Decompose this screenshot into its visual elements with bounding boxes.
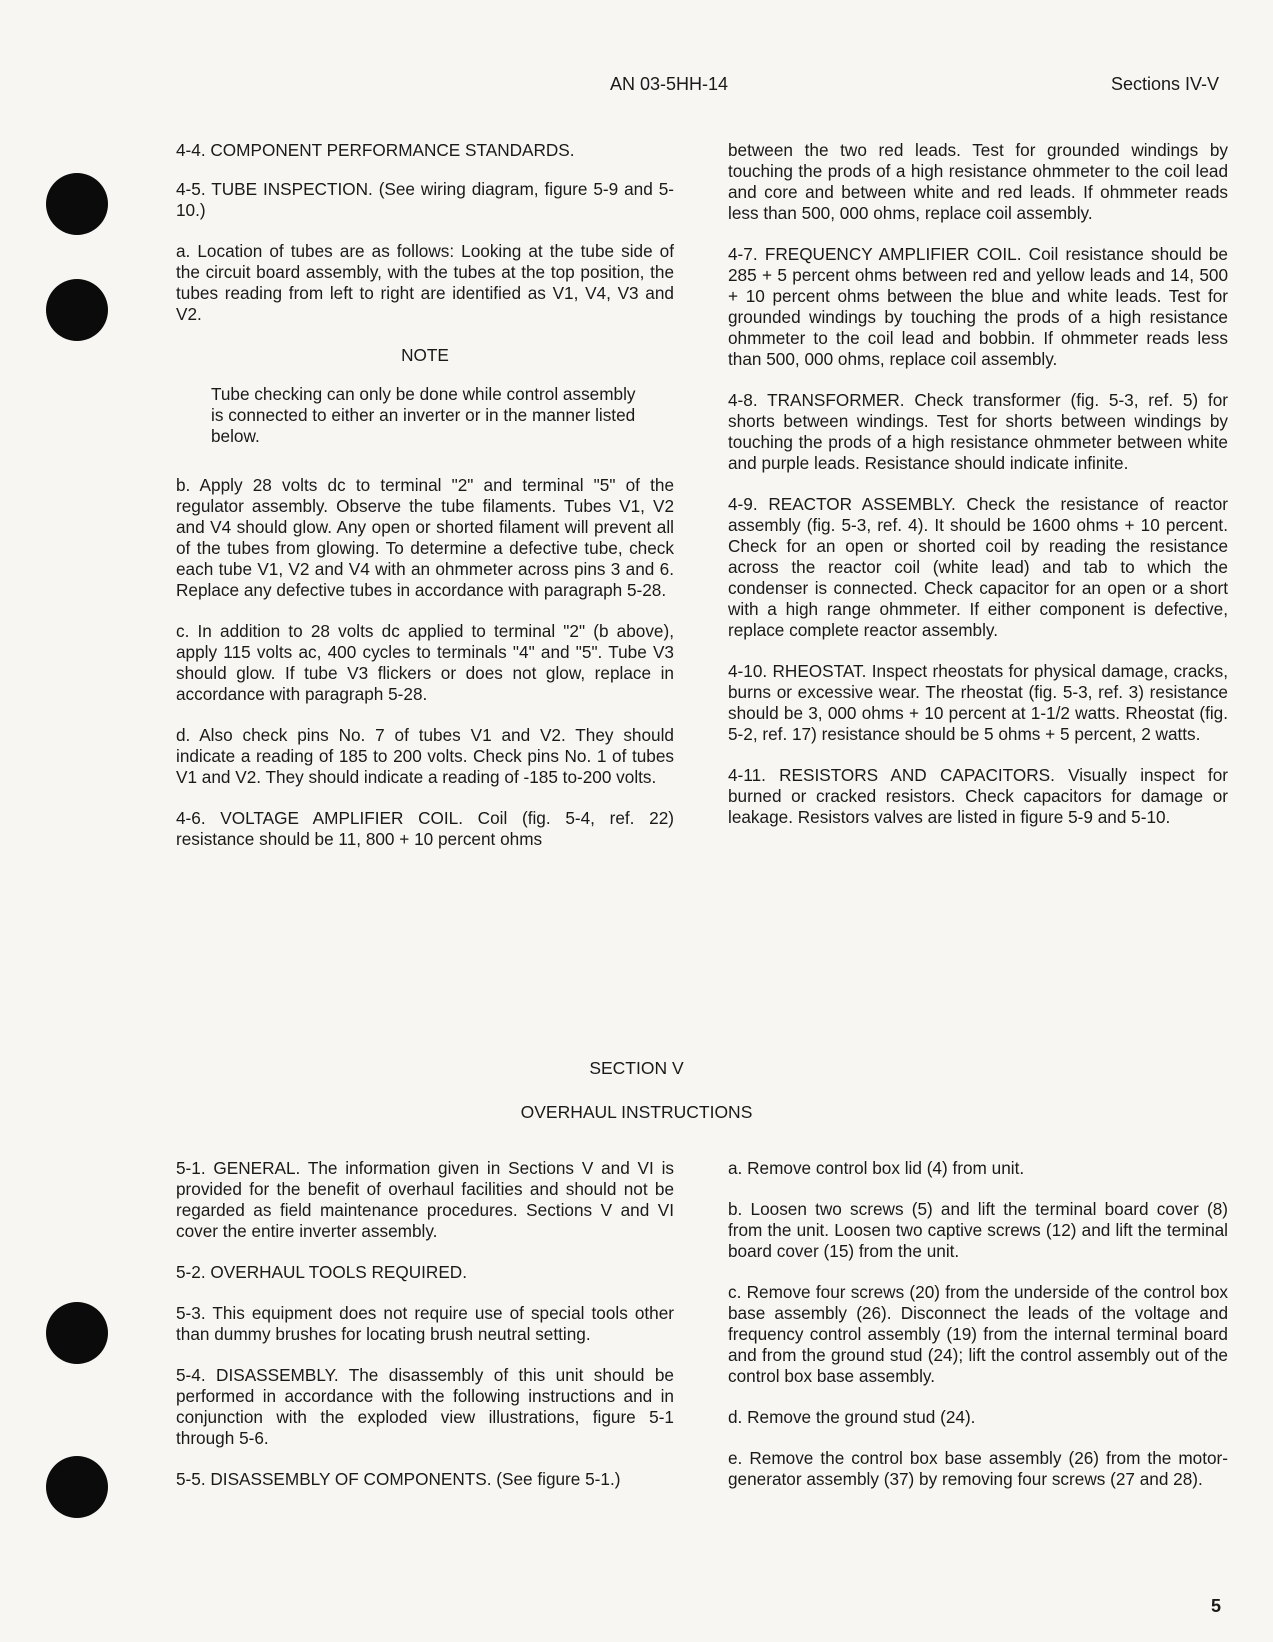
paragraph-4-5-b: b. Apply 28 volts dc to terminal "2" and terminal "5" of the regulator assembly. Observe the tube filaments. Tubes V1, V2 and V4 should glow. Any open or shorted filament will prevent all of the tubes from glowing. To determine a defective tube, check each tube V1, V2 and V4 with an ohmmeter across pins 3 and 6. Replace any defective tubes in accordance with paragraph 5-28. bbox=[176, 475, 674, 600]
right-column-top bbox=[728, 140, 1228, 848]
left-column-bottom bbox=[176, 1158, 674, 1510]
left-column-top bbox=[176, 140, 674, 870]
step-e: e. Remove the control box base assembly (26) from the motor-generator assembly (37) by removing four screws (27 and 28). bbox=[728, 1448, 1228, 1489]
note-title: NOTE bbox=[401, 345, 449, 365]
paragraph-5-5: 5-5. DISASSEMBLY OF COMPONENTS. (See figure 5-1.) bbox=[176, 1469, 621, 1489]
section-range: Sections IV-V bbox=[1110, 74, 1219, 94]
paragraph-4-6: 4-6. VOLTAGE AMPLIFIER COIL. Coil (fig. 5-4, ref. 22) resistance should be 11, 800 + 10 percent ohms bbox=[176, 808, 674, 849]
paragraph-4-5-c: c. In addition to 28 volts dc applied to terminal "2" (b above), apply 115 volts ac, 400 cycles to terminals "4" and "5". Tube V3 should glow. If tube V3 flickers or does not glow, replace in accordance with paragraph 5-28. bbox=[176, 621, 674, 704]
paragraph-5-3: 5-3. This equipment does not require use of special tools other than dummy brushes for locating brush neutral setting. bbox=[176, 1303, 674, 1344]
paragraph-5-4: 5-4. DISASSEMBLY. The disassembly of this unit should be performed in accordance with the following instructions and in conjunction with the exploded view illustrations, figure 5-1 through 5-6. bbox=[176, 1365, 674, 1448]
note-body: Tube checking can only be done while control assembly is connected to either an inverter or in the manner listed below. bbox=[211, 384, 636, 446]
paragraph-4-8: 4-8. TRANSFORMER. Check transformer (fig. 5-3, ref. 5) for shorts between windings. Test for shorts between windings by touching the prods of a high resistance ohmmeter between white and purple leads. Resistance should indicate infinite. bbox=[728, 390, 1228, 473]
page-number: 5 bbox=[1210, 1596, 1221, 1616]
section-subtitle: OVERHAUL INSTRUCTIONS bbox=[520, 1102, 753, 1122]
right-column-bottom bbox=[728, 1158, 1228, 1510]
binder-hole bbox=[46, 1456, 108, 1518]
document-number: AN 03-5HH-14 bbox=[610, 74, 729, 94]
paragraph-4-11: 4-11. RESISTORS AND CAPACITORS. Visually inspect for burned or cracked resistors. Check capacitors for damage or leakage. Resistors valves are listed in figure 5-9 and 5-10. bbox=[728, 765, 1228, 827]
paragraph-4-9: 4-9. REACTOR ASSEMBLY. Check the resistance of reactor assembly (fig. 5-3, ref. 4). It should be 1600 ohms + 10 percent. Check for an open or shorted coil by reading the resistance across the reactor coil (white lead) and tab to which the condenser is connected. Check capacitor for an open or a short with a high range ohmmeter. If either component is defective, replace complete reactor assembly. bbox=[728, 494, 1228, 640]
paragraph-4-5-d: d. Also check pins No. 7 of tubes V1 and V2. They should indicate a reading of 185 to 200 volts. Check pins No. 1 of tubes V1 and V2. They should indicate a reading of -185 to-200 volts. bbox=[176, 725, 674, 787]
section-title: SECTION V bbox=[589, 1058, 684, 1078]
binder-hole bbox=[46, 279, 108, 341]
paragraph-4-7: 4-7. FREQUENCY AMPLIFIER COIL. Coil resistance should be 285 + 5 percent ohms between red and yellow leads and 14, 500 + 10 percent ohms between the blue and white leads. Test for grounded windings by touching the prods of a high resistance ohmmeter to the coil lead and bobbin. If ohmmeter reads less than 500, 000 ohms, replace coil assembly. bbox=[728, 244, 1228, 369]
step-b: b. Loosen two screws (5) and lift the terminal board cover (8) from the unit. Loosen two captive screws (12) and lift the terminal board cover (15) from the unit. bbox=[728, 1199, 1228, 1261]
paragraph-4-4: 4-4. COMPONENT PERFORMANCE STANDARDS. bbox=[176, 140, 575, 160]
paragraph-5-1: 5-1. GENERAL. The information given in Sections V and VI is provided for the benefit of overhaul facilities and should not be regarded as field maintenance procedures. Sections V and VI cover the entire inverter assembly. bbox=[176, 1158, 674, 1241]
binder-hole bbox=[46, 173, 108, 235]
paragraph-5-2: 5-2. OVERHAUL TOOLS REQUIRED. bbox=[176, 1262, 467, 1282]
paragraph-4-5-a: a. Location of tubes are as follows: Looking at the tube side of the circuit board assembly, with the tubes at the top position, the tubes reading from left to right are identified as V1, V4, V3 and V2. bbox=[176, 241, 674, 324]
paragraph-4-6-continued: between the two red leads. Test for grounded windings by touching the prods of a high resistance ohmmeter to the coil lead and core and between white and red leads. If ohmmeter reads less than 500, 000 ohms, replace coil assembly. bbox=[728, 140, 1228, 223]
step-d: d. Remove the ground stud (24). bbox=[728, 1407, 976, 1427]
binder-hole bbox=[46, 1302, 108, 1364]
step-a: a. Remove control box lid (4) from unit. bbox=[728, 1158, 1025, 1178]
paragraph-4-10: 4-10. RHEOSTAT. Inspect rheostats for physical damage, cracks, burns or excessive wear. The rheostat (fig. 5-3, ref. 3) resistance should be 3, 000 ohms + 10 percent at 1-1/2 watts. Rheostat (fig. 5-2, ref. 17) resistance should be 5 ohms + 5 percent, 2 watts. bbox=[728, 661, 1228, 744]
paragraph-4-5: 4-5. TUBE INSPECTION. (See wiring diagram, figure 5-9 and 5-10.) bbox=[176, 179, 674, 220]
step-c: c. Remove four screws (20) from the underside of the control box base assembly (26). Disconnect the leads of the voltage and frequency control assembly (19) from the internal terminal board and from the ground stud (24); lift the control assembly out of the control box base assembly. bbox=[728, 1282, 1228, 1386]
